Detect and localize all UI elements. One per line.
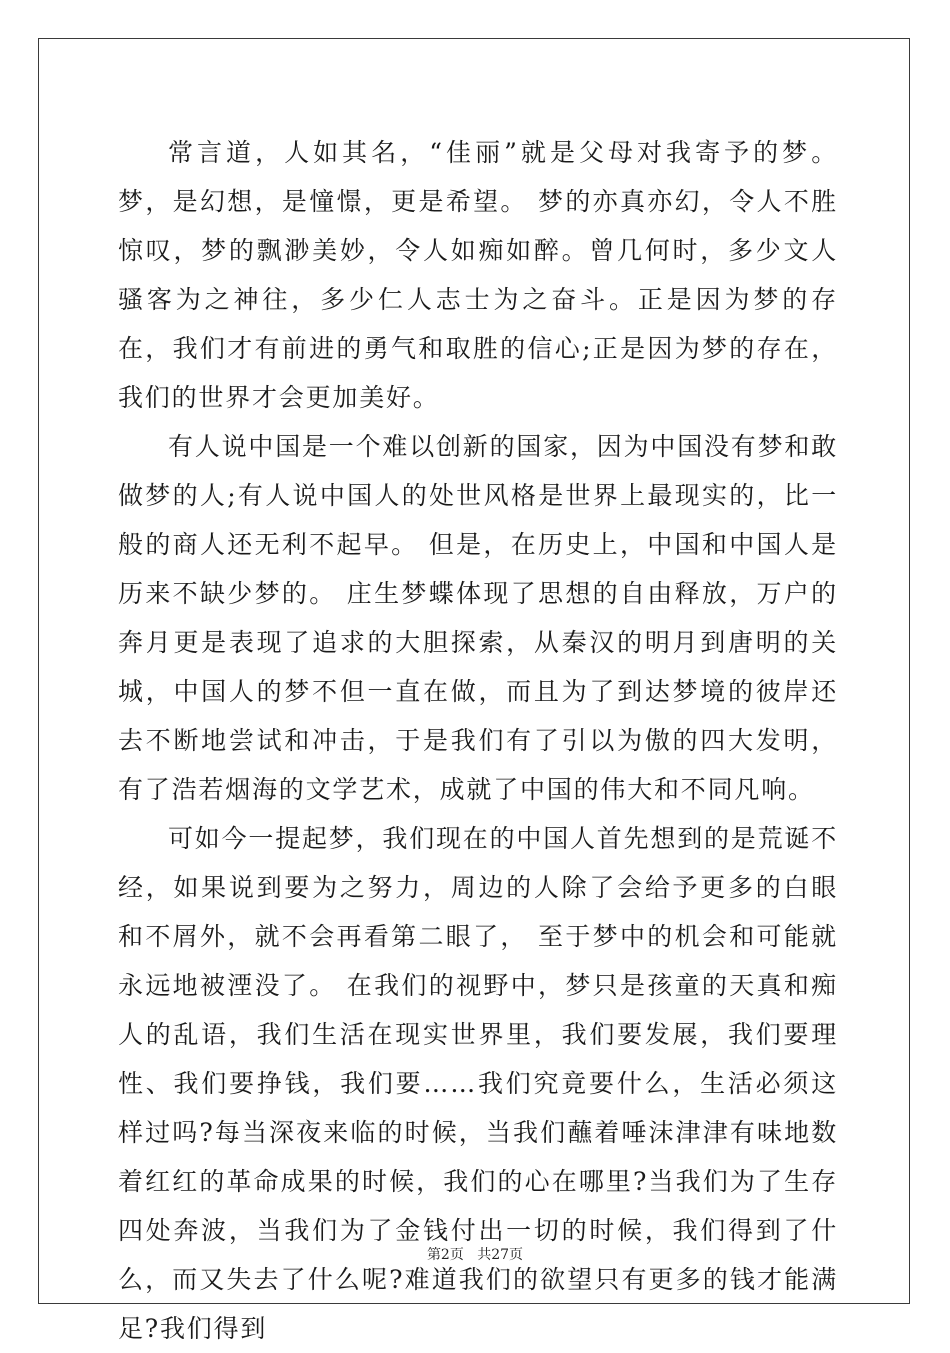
paragraph-3: 可如今一提起梦，我们现在的中国人首先想到的是荒诞不经，如果说到要为之努力，周边的人除了会给予更多的白眼和不屑外，就不会再看第二眼了， 至于梦中的机会和可能就永远地被湮没了。 在我们的视野中，梦只是孩童的天真和痴人的乱语，我们生活在现实世界里，我们要发展，我们要理性、我们要挣钱，我们要……我们究竟要什么，生活必须这样过吗?每当深夜来临的时候，当我们蘸着唾沫津津有味地数着红红的革命成果的时候，我们的心在哪里?当我们为了生存四处奔波，当我们为了金钱付出一切的时候，我们得到了什么，而又失去了什么呢?难道我们的欲望只有更多的钱才能满足?我们得到 [118,824,839,1343]
total-pages: 共27页 [477,1247,524,1263]
paragraph-1: 常言道，人如其名，“佳丽”就是父母对我寄予的梦。 梦，是幻想，是憧憬，更是希望。 梦的亦真亦幻，令人不胜惊叹，梦的飘渺美妙，令人如痴如醉。曾几何时，多少文人骚客为之神往，多少仁人志士为之奋斗。正是因为梦的存在，我们才有前进的勇气和取胜的信心;正是因为梦的存在，我们的世界才会更加美好。 [118,138,838,412]
page-footer [0,1244,950,1264]
paragraph-2: 有人说中国是一个难以创新的国家，因为中国没有梦和敢做梦的人;有人说中国人的处世风格是世界上最现实的，比一般的商人还无利不起早。 但是，在历史上，中国和中国人是历来不缺少梦的。 庄生梦蝶体现了思想的自由释放，万户的奔月更是表现了追求的大胆探索，从秦汉的明月到唐明的关城，中国人的梦不但一直在做，而且为了到达梦境的彼岸还去不断地尝试和冲击，于是我们有了引以为傲的四大发明，有了浩若烟海的文学艺术，成就了中国的伟大和不同凡响。 [118,432,839,804]
page-number: 第2页 [426,1247,464,1263]
document-body [118,128,838,1353]
